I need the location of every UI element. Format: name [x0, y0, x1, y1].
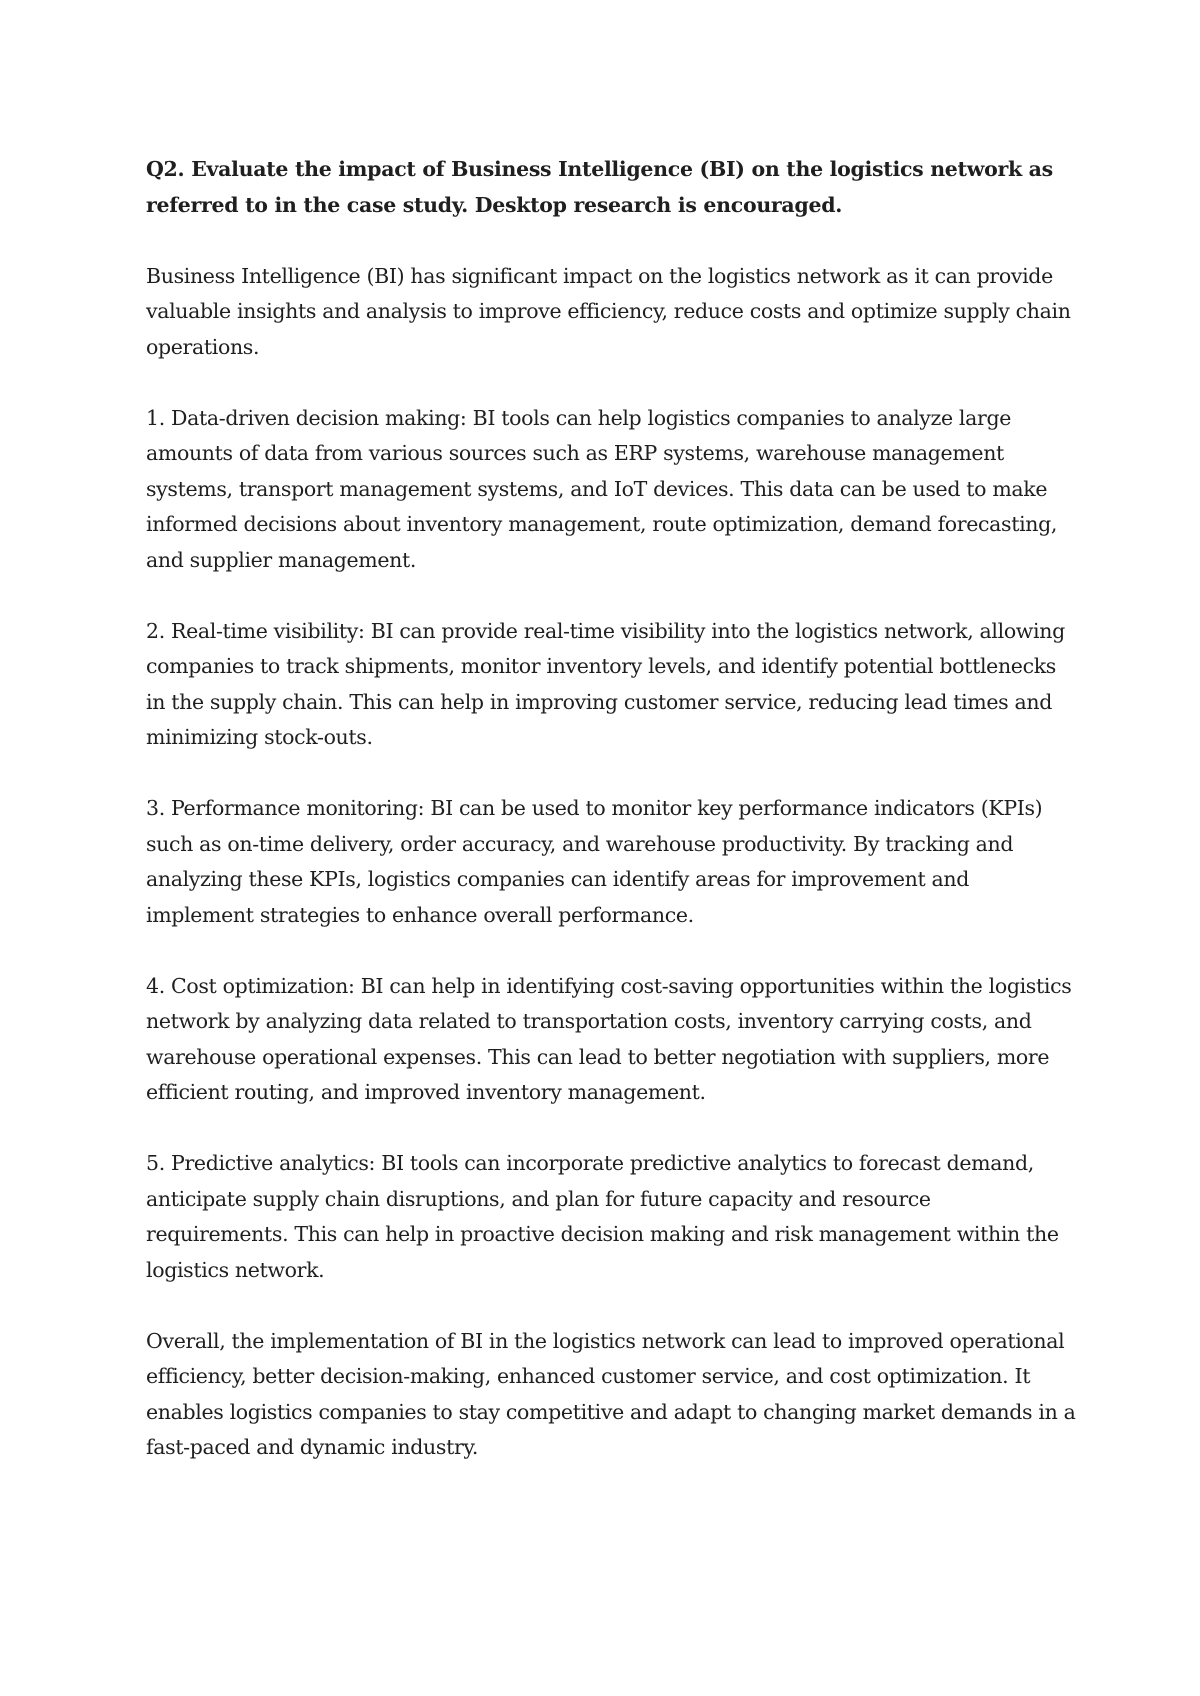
conclusion-paragraph: Overall, the implementation of BI in the logistics network can lead to improved operational efficiency, better decision-making, enhanced customer service, and cost optimization. It enables logistics companies to stay competitive and adapt to changing market demands in a fast-paced and dynamic industry. [146, 1328, 1076, 1459]
question-heading: Q2. Evaluate the impact of Business Intelligence (BI) on the logistics network as referred to in the case study. Desktop research is encouraged. [146, 157, 1053, 217]
point-data-driven-decision-making: 1. Data-driven decision making: BI tools can help logistics companies to analyze large amounts of data from various sources such as ERP systems, warehouse management systems, transport management systems, and IoT devices. This data can be used to make informed decisions about inventory management, route optimization, demand forecasting, and supplier management. [146, 405, 1058, 572]
document-body [146, 152, 1076, 1501]
point-real-time-visibility: 2. Real-time visibility: BI can provide real-time visibility into the logistics network, allowing companies to track shipments, monitor inventory levels, and identify potential bottlenecks in the supply chain. This can help in improving customer service, reducing lead times and minimizing stock-outs. [146, 618, 1065, 749]
point-performance-monitoring: 3. Performance monitoring: BI can be used to monitor key performance indicators (KPIs) such as on-time delivery, order accuracy, and warehouse productivity. By tracking and analyzing these KPIs, logistics companies can identify areas for improvement and implement strategies to enhance overall performance. [146, 796, 1043, 927]
point-predictive-analytics: 5. Predictive analytics: BI tools can incorporate predictive analytics to forecast demand, anticipate supply chain disruptions, and plan for future capacity and resource requirements. This can help in proactive decision making and risk management within the logistics network. [146, 1151, 1059, 1282]
point-cost-optimization: 4. Cost optimization: BI can help in identifying cost-saving opportunities within the logistics network by analyzing data related to transportation costs, inventory carrying costs, and warehouse operational expenses. This can lead to better negotiation with suppliers, more efficient routing, and improved inventory management. [146, 973, 1072, 1104]
intro-paragraph: Business Intelligence (BI) has significant impact on the logistics network as it can provide valuable insights and analysis to improve efficiency, reduce costs and optimize supply chain operations. [146, 263, 1071, 359]
